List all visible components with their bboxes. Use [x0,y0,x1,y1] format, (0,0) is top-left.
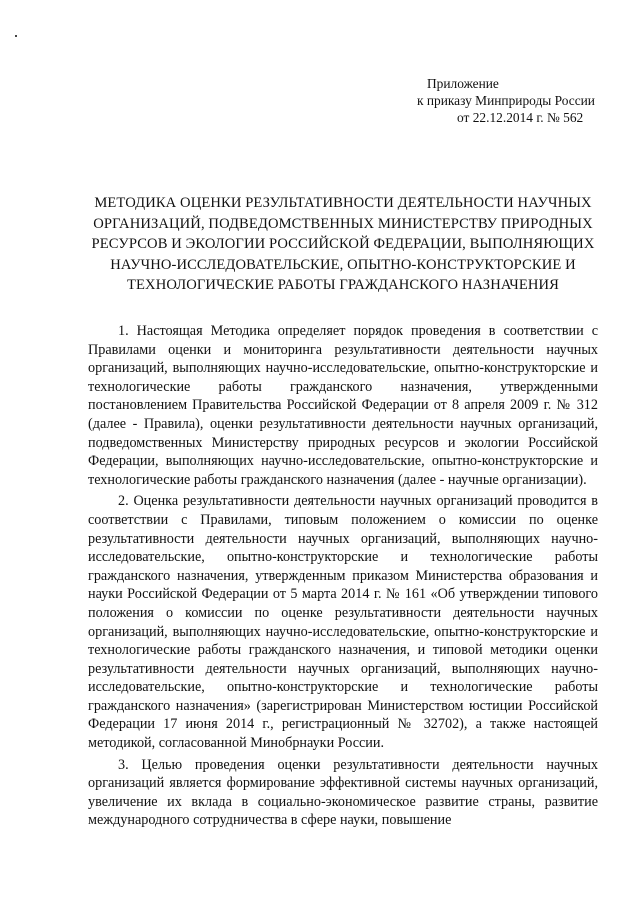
paragraph-1: 1. Настоящая Методика определяет порядок проведения в соответствии с Правилами оценки и мониторинга результативности деятельности научных организаций, выполняющих научно-исследовательские, опытно-конструкторские и технологические работы гражданского назначения, утвержденными постановлением Правительства Российской Федерации от 8 апреля 2009 г. № 312 (далее - Правила), оценки результативности деятельности научных организаций, подведомственных Министерству природных ресурсов и экологии Российской Федерации, выполняющих научно-исследовательские, опытно-конструкторские и технологические работы гражданского назначения (далее - научные организации). [88,323,598,488]
order-reference: к приказу Минприроды России [417,93,595,108]
scan-speck [15,35,17,37]
appendix-label: Приложение [427,76,499,91]
appendix-header [405,75,625,126]
order-date-number: от 22.12.2014 г. № 562 [457,110,584,125]
document-body [88,322,598,830]
paragraph-2: 2. Оценка результативности деятельности научных организаций проводится в соответствии с Правилами, типовым положением о комиссии по оценке результативности деятельности научных организаций, выполняющих научно-исследовательские, опытно-конструкторские и технологические работы гражданского назначения, утвержденным приказом Министерства образования и науки Российской Федерации от 5 марта 2014 г. № 161 «Об утверждении типового положения о комиссии по оценке результативности деятельности научных организаций, выполняющих научно-исследовательские, опытно-конструкторские и технологические работы гражданского назначения, и типовой методики оценки результативности деятельности научных организаций, выполняющих научно-исследовательские, опытно-конструкторские и технологические работы гражданского назначения» (зарегистрирован Министерством юстиции Российской Федерации 17 июня 2014 г., регистрационный № 32702), а также настоящей методикой, согласованной Минобрнауки России. [88,493,598,752]
document-title: МЕТОДИКА ОЦЕНКИ РЕЗУЛЬТАТИВНОСТИ ДЕЯТЕЛЬНОСТИ НАУЧНЫХ ОРГАНИЗАЦИЙ, ПОДВЕДОМСТВЕННЫХ МИНИСТЕРСТВУ ПРИРОДНЫХ РЕСУРСОВ И ЭКОЛОГИИ РОССИЙСКОЙ ФЕДЕРАЦИИ, ВЫПОЛНЯЮЩИХ НАУЧНО-ИССЛЕДОВАТЕЛЬСКИЕ, ОПЫТНО-КОНСТРУКТОРСКИЕ И ТЕХНОЛОГИЧЕСКИЕ РАБОТЫ ГРАЖДАНСКОГО НАЗНАЧЕНИЯ [91,195,595,294]
paragraph-3: 3. Целью проведения оценки результативности деятельности научных организаций является формирование эффективной системы научных организаций, увеличение их вклада в социально-экономическое развитие страны, развитие международного сотрудничества в сфере науки, повышение [88,756,598,829]
